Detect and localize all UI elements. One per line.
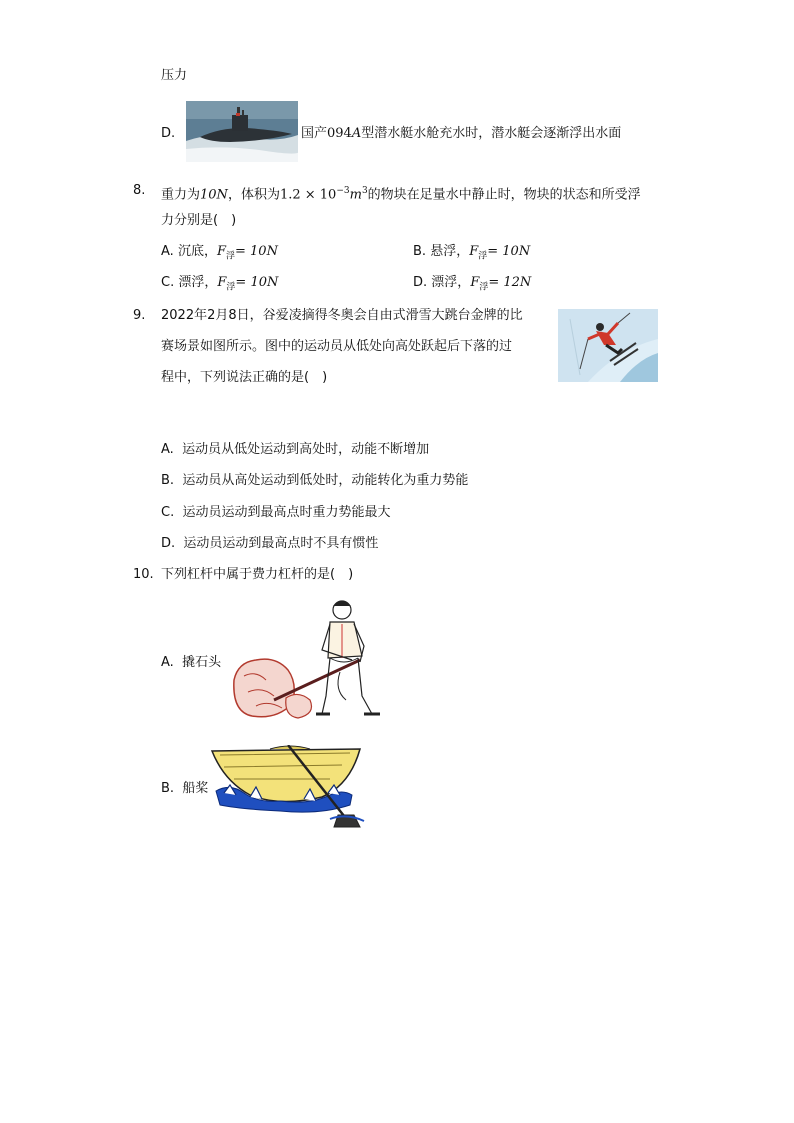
q10-stem: 下列杠杆中属于费力杠杆的是( )	[161, 567, 354, 582]
q8-option-c-sub: 浮	[226, 282, 236, 293]
q8-option-c-label: C.	[161, 275, 175, 290]
q9-stem-line3: 程中，下列说法正确的是( )	[161, 370, 328, 385]
q8-option-b-label: B.	[413, 244, 427, 259]
q8-option-b-state: 悬浮，	[430, 244, 470, 259]
q8-option-d-label: D.	[413, 275, 428, 290]
q8-volume-unit: m	[349, 187, 362, 203]
q7-option-d-text	[301, 125, 621, 143]
q10-option-b	[161, 780, 208, 798]
submarine-image	[186, 101, 298, 162]
q8-number: 8.	[133, 183, 146, 198]
q8-volume-exp: −3	[336, 186, 350, 196]
q9-option-c-label: C.	[161, 505, 175, 520]
q9-number: 9.	[133, 308, 146, 323]
q9-option-c	[161, 504, 391, 522]
q10-option-a-label: A.	[161, 655, 174, 670]
q9-option-b	[161, 472, 468, 490]
q9-option-b-text: 运动员从高处运动到低处时，动能转化为重力势能	[182, 473, 469, 488]
q10-option-a	[161, 654, 221, 672]
q8-stem-line1	[161, 182, 641, 204]
q8-option-b	[413, 243, 530, 266]
q9-option-d-label: D.	[161, 536, 176, 551]
q8-option-a-sub: 浮	[225, 251, 235, 262]
q9-stem-line2: 赛场景如图所示。图中的运动员从低处向高处跃起后下落的过	[161, 339, 513, 354]
q9-option-a	[161, 441, 429, 459]
q9-option-c-text: 运动员运动到最高点时重力势能最大	[182, 505, 391, 520]
q8-option-a-label: A.	[161, 244, 174, 259]
q9-option-b-label: B.	[161, 473, 175, 488]
q8-option-a-state: 沉底，	[177, 244, 217, 259]
q10-number: 10.	[133, 567, 154, 582]
prying-rock-lever-image	[226, 596, 386, 722]
q7-d-model: 094	[327, 126, 352, 141]
q8-option-d-sub: 浮	[479, 282, 489, 293]
q7-d-text-a: 国产	[301, 126, 328, 141]
q8-option-d-state: 漂浮，	[431, 275, 471, 290]
q8-option-b-force: F	[469, 244, 479, 259]
q8-option-c	[161, 274, 278, 297]
q8-option-d-value: = 12N	[488, 275, 532, 290]
q8-stem-line2: 力分别是( )	[161, 213, 237, 228]
q9-option-d	[161, 535, 378, 553]
q10-option-b-text: 船桨	[182, 781, 209, 796]
q9-option-a-text: 运动员从低处运动到高处时，动能不断增加	[182, 442, 430, 457]
boat-oar-lever-image	[210, 745, 370, 830]
q8-text-a: 重力为	[161, 187, 201, 203]
q8-text-b: ，体积为	[227, 187, 280, 203]
q10-option-b-label: B.	[161, 781, 175, 796]
q8-option-c-force: F	[217, 275, 227, 290]
q8-option-c-value: = 10N	[235, 275, 279, 290]
q10-option-a-text: 撬石头	[182, 655, 222, 670]
q8-text-c: 的物块在足量水中静止时，物块的状态和所受浮	[367, 187, 641, 203]
q8-option-a-force: F	[216, 244, 226, 259]
q8-unit-exp: 3	[361, 186, 368, 196]
q8-option-b-value: = 10N	[487, 244, 531, 259]
skier-image	[558, 309, 658, 382]
q9-option-d-text: 运动员运动到最高点时不具有惯性	[183, 536, 379, 551]
q9-stem-line1: 2022年2月8日，谷爱凌摘得冬奥会自由式滑雪大跳台金牌的比	[161, 308, 523, 323]
q7-d-text-b: 型潜水艇水舱充水时，潜水艇会逐渐浮出水面	[361, 126, 622, 141]
q8-option-d	[413, 274, 531, 297]
q7-d-letter: A	[351, 126, 362, 141]
q8-option-b-sub: 浮	[478, 251, 488, 262]
q8-option-a-value: = 10N	[235, 244, 278, 259]
q7-continuation-text: 压力	[161, 68, 188, 83]
q8-option-a	[161, 243, 278, 266]
q8-option-d-force: F	[470, 275, 480, 290]
q7-option-d-label: D.	[161, 126, 176, 141]
q8-option-c-state: 漂浮，	[178, 275, 218, 290]
q8-weight: 10N	[200, 187, 228, 203]
q8-volume-coef: 1.2 × 10	[279, 187, 337, 203]
q9-option-a-label: A.	[161, 442, 174, 457]
